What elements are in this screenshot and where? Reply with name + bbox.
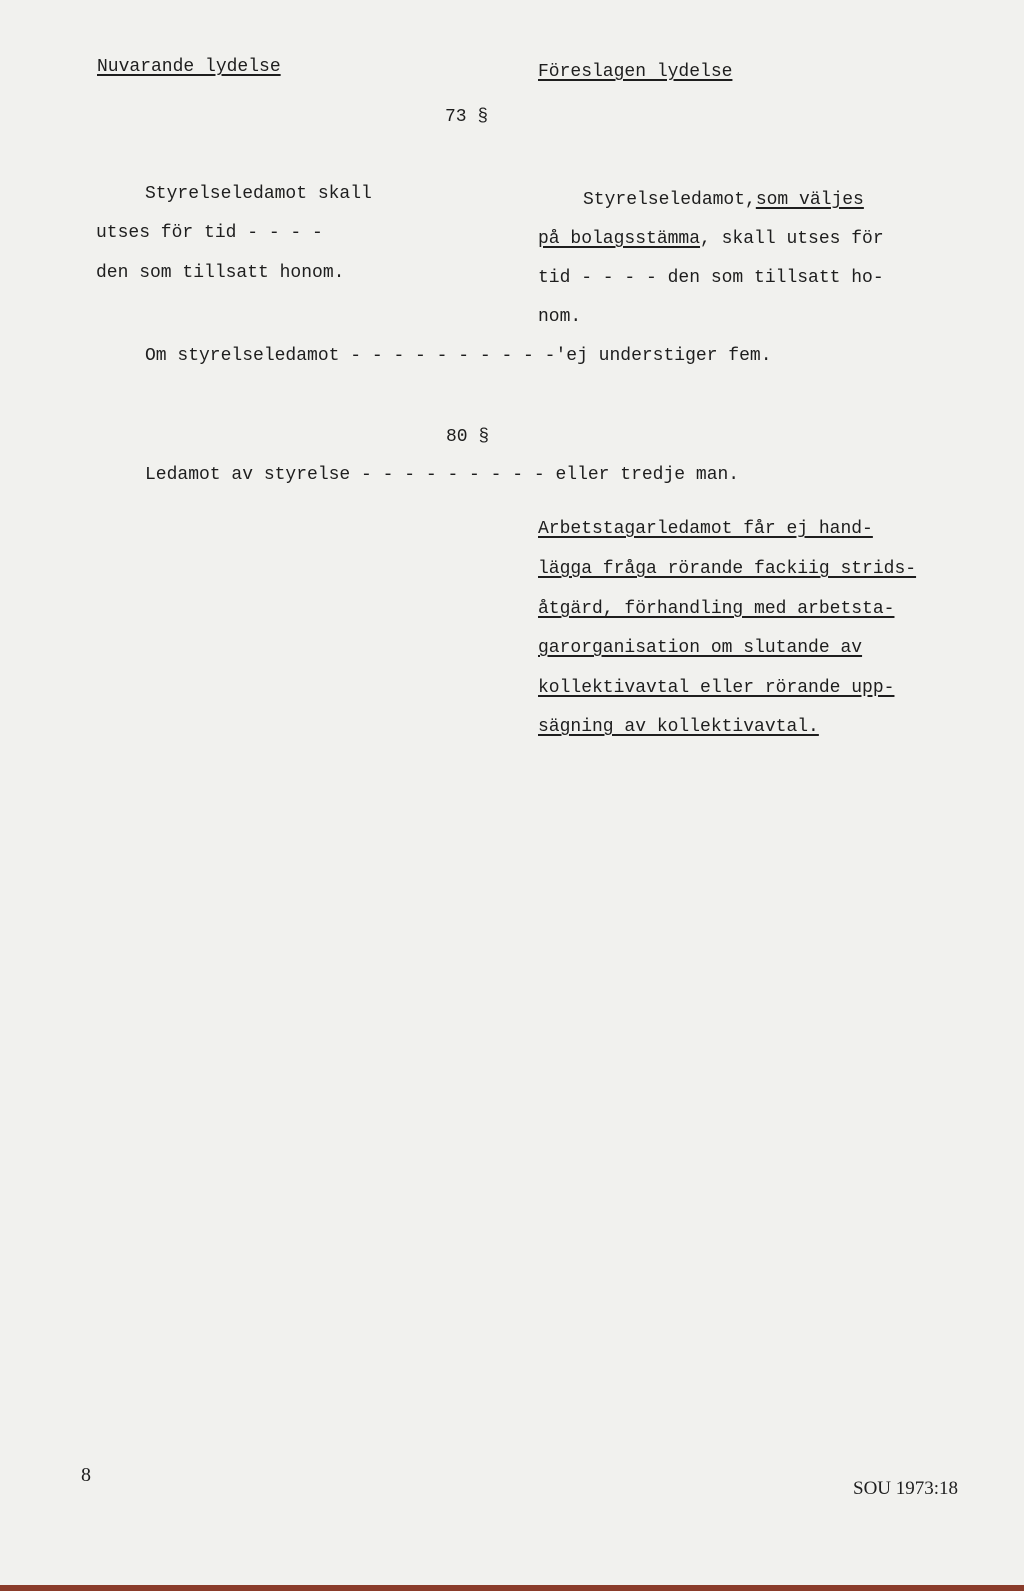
section-80-shared-line: Ledamot av styrelse - - - - - - - - - eller tredje man. xyxy=(145,465,740,485)
section-73-left-line-2: utses för tid - - - - xyxy=(96,223,323,243)
section-80-right-line-5: kollektivavtal eller rörande upp- xyxy=(538,678,895,698)
section-73-right-line-4: nom. xyxy=(538,307,582,327)
section-73-number: 73 § xyxy=(445,107,489,127)
section-73-right-line-2-underlined: på bolagsstämma xyxy=(538,229,701,249)
header-proposed-wording: Föreslagen lydelse xyxy=(538,62,733,82)
section-73-right-line-2-plain: , skall utses för xyxy=(700,229,884,249)
header-current-wording: Nuvarande lydelse xyxy=(97,57,281,77)
section-80-number: 80 § xyxy=(446,427,490,447)
section-80-right-line-6: sägning av kollektivavtal. xyxy=(538,717,819,737)
section-73-left-line-1: Styrelseledamot skall xyxy=(145,184,372,204)
section-80-right-line-3: åtgärd, förhandling med arbetsta- xyxy=(538,599,895,619)
section-73-right-line-1 xyxy=(583,189,864,211)
section-73-right-line-3: tid - - - - den som tillsatt ho- xyxy=(538,268,884,288)
section-80-right-line-4: garorganisation om slutande av xyxy=(538,638,863,658)
section-80-right-line-2: lägga fråga rörande fackiig strids- xyxy=(538,559,917,579)
section-73-right-line-1-plain: Styrelseledamot, xyxy=(583,190,756,210)
section-73-shared-line: Om styrelseledamot - - - - - - - - - -'ej understiger fem. xyxy=(145,346,772,366)
page-number: 8 xyxy=(81,1464,91,1486)
scan-edge-strip xyxy=(0,1585,1024,1591)
section-80-right-line-1: Arbetstagarledamot får ej hand- xyxy=(538,519,873,539)
section-73-right-line-1-underlined: som väljes xyxy=(755,190,864,210)
section-73-left-line-3: den som tillsatt honom. xyxy=(96,263,345,283)
section-73-right-line-2 xyxy=(538,228,884,250)
document-reference: SOU 1973:18 xyxy=(853,1478,959,1499)
